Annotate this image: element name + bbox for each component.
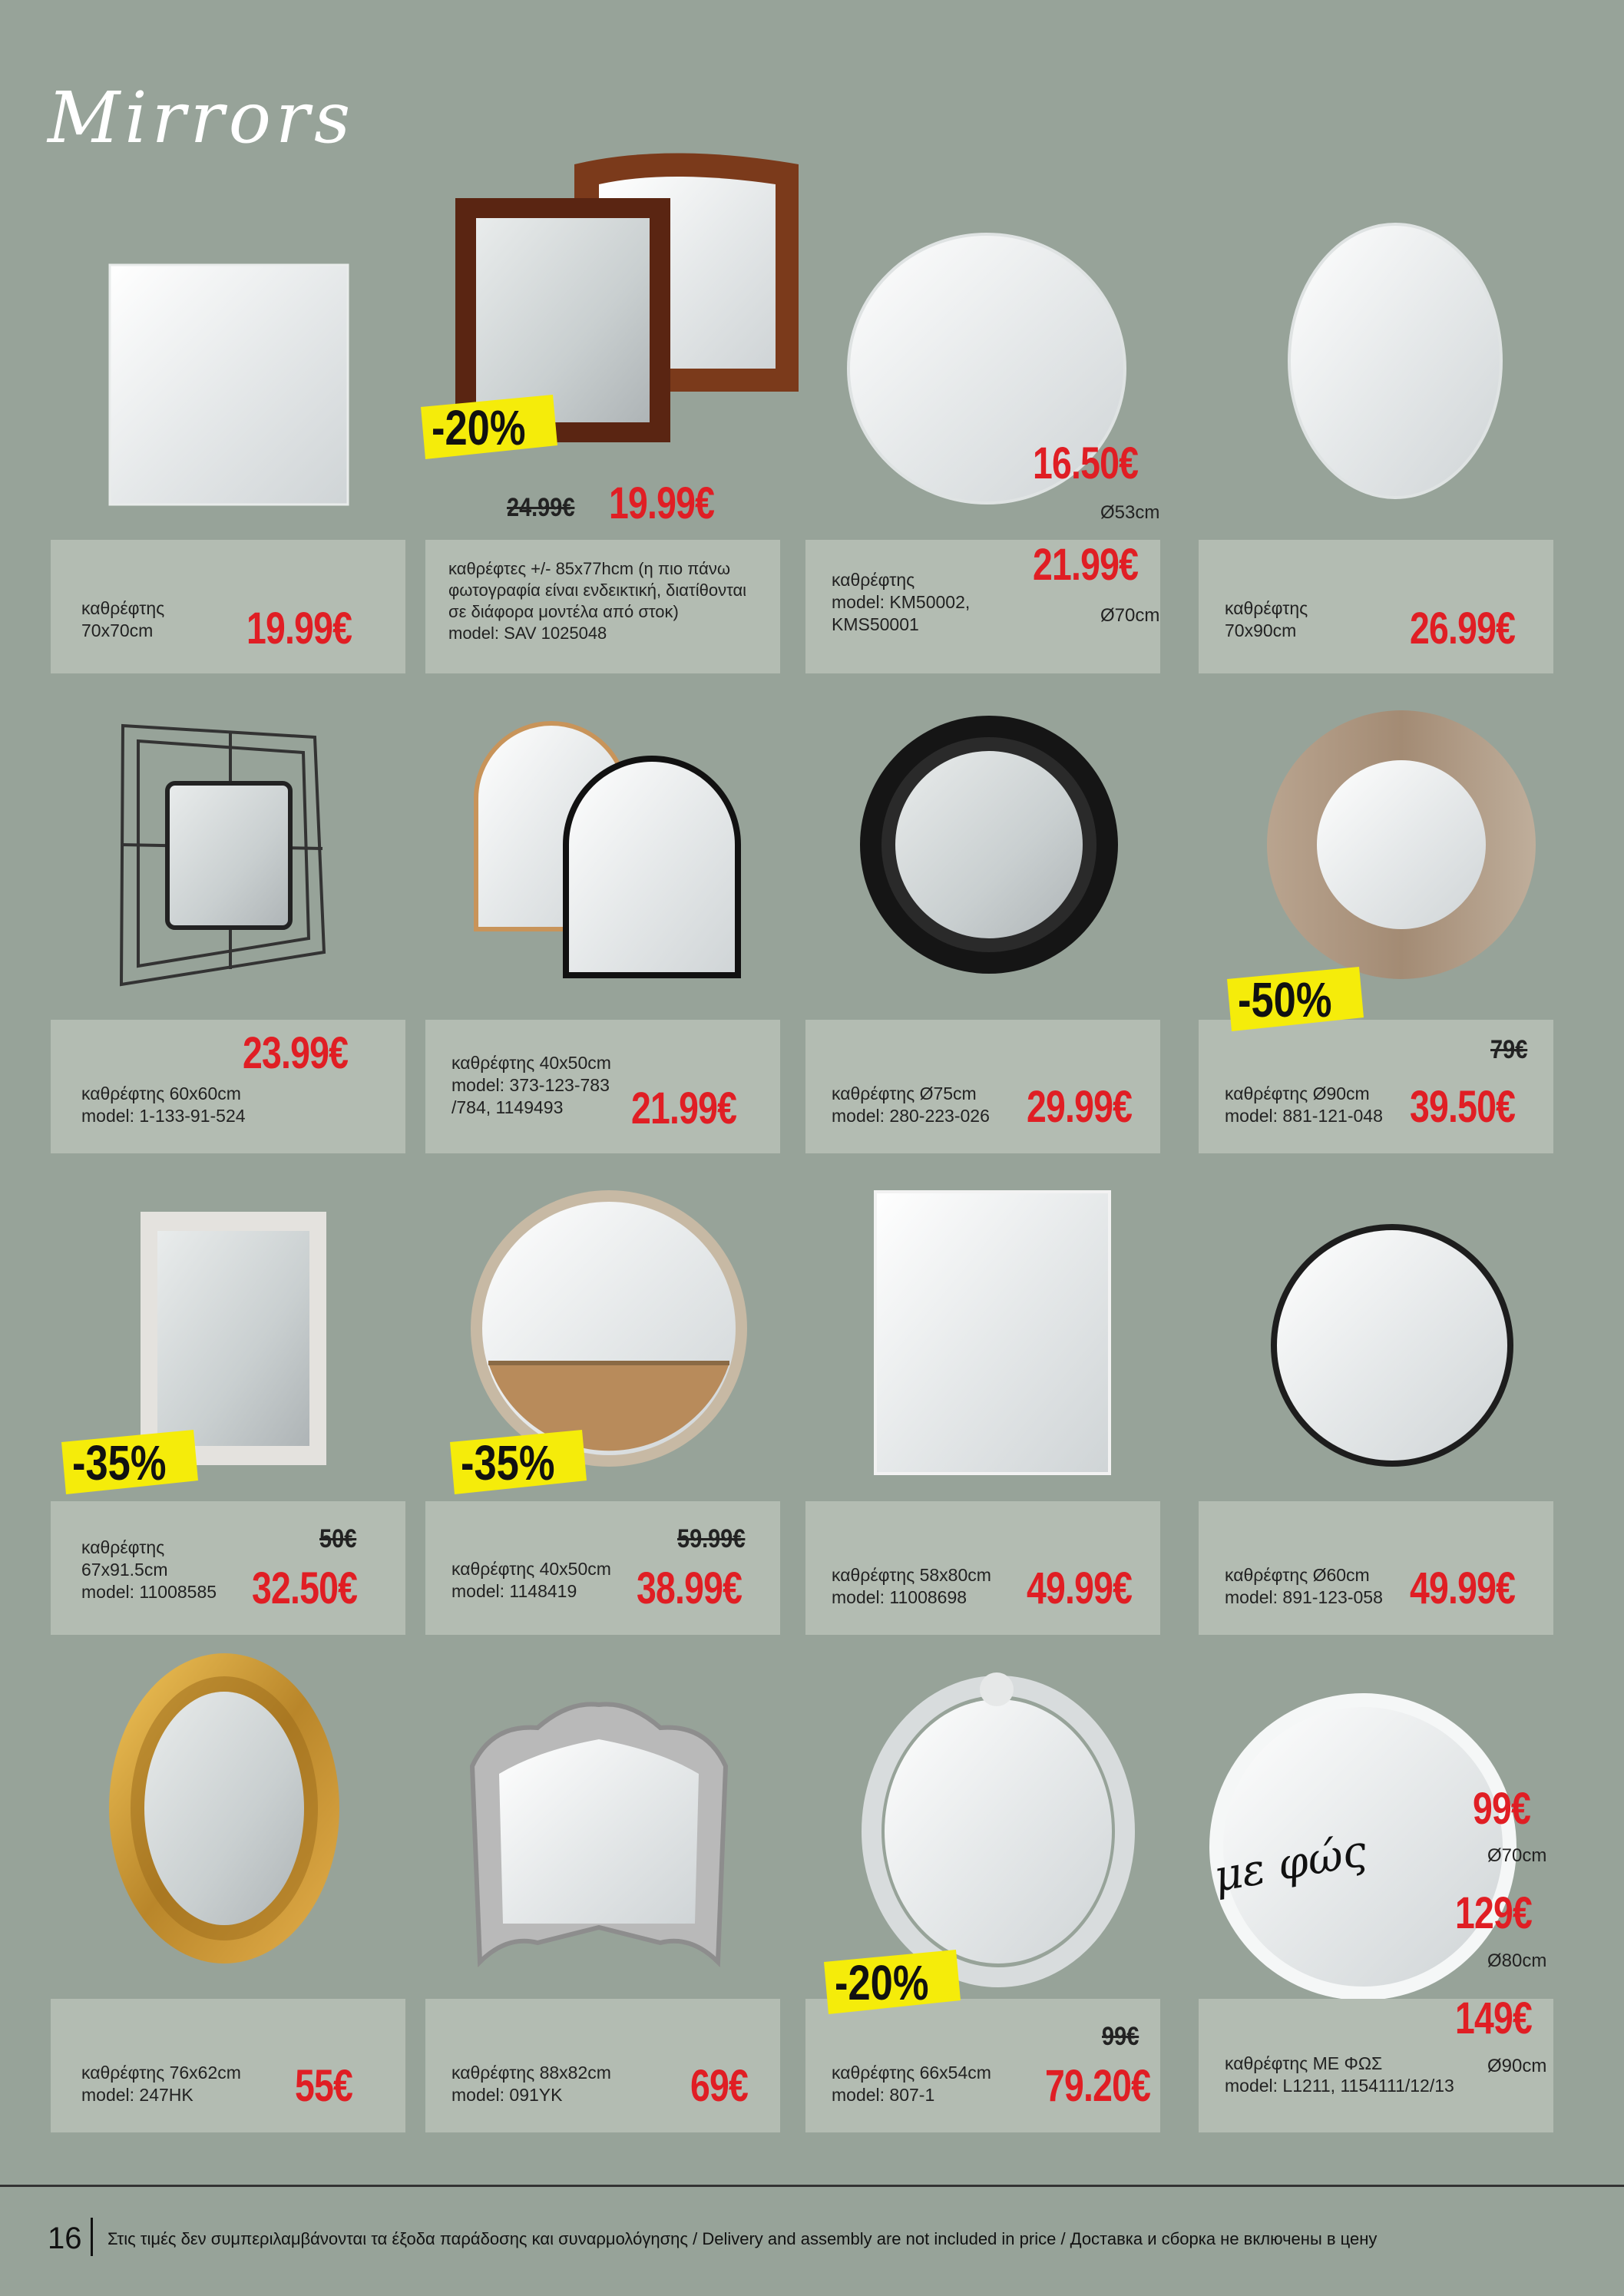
mirror-image-1: [110, 265, 348, 505]
product-card-1[interactable]: [51, 540, 405, 673]
footer-disclaimer: Στις τιμές δεν συμπεριλαμβάνονται τα έξοδα παράδοσης και συναρμολόγησης / Delivery and assembly are not included in price / Доставка и сборка не включены в цену: [107, 2229, 1378, 2248]
product-price-70cm: 21.99€: [1033, 540, 1139, 590]
discount-badge: [55, 1427, 201, 1497]
discount-badge: [818, 1947, 964, 2017]
mirror-image-14: [472, 1704, 726, 1962]
product-price: 49.99€: [1410, 1563, 1516, 1613]
old-price: 50€: [319, 1524, 357, 1553]
product-price: 39.50€: [1410, 1082, 1516, 1132]
product-price: 49.99€: [1027, 1563, 1133, 1613]
product-price-90cm: 149€: [1455, 1993, 1533, 2043]
product-price: 55€: [295, 2061, 353, 2111]
dimension-53cm: Ø53cm: [1100, 502, 1160, 523]
discount-value: -35%: [461, 1435, 555, 1490]
product-price: 19.99€: [609, 478, 715, 528]
page-number: 16: [48, 2222, 82, 2255]
product-price: 29.99€: [1027, 1082, 1133, 1132]
product-price: 32.50€: [252, 1563, 358, 1613]
product-card-7[interactable]: [805, 1020, 1160, 1153]
product-card-2[interactable]: [425, 540, 780, 673]
product-price: 79.20€: [1045, 2061, 1151, 2111]
product-card-12[interactable]: [1199, 1501, 1553, 1635]
product-label: καθρέφτης 58x80cm model: 11008698: [832, 1565, 991, 1607]
product-label: καθρέφτης Ø75cm model: 280-223-026: [832, 1083, 990, 1126]
product-price: 69€: [690, 2061, 749, 2111]
product-card-14[interactable]: [425, 1999, 780, 2132]
dimension-70cm: Ø70cm: [1487, 1845, 1547, 1866]
product-card-5[interactable]: [51, 1020, 405, 1153]
dimension-70cm: Ø70cm: [1100, 605, 1160, 626]
discount-value: -50%: [1238, 972, 1332, 1027]
product-price: 21.99€: [631, 1083, 737, 1133]
with-light-script: με φώς: [1209, 1826, 1371, 1902]
page-title: Mirrors: [48, 77, 356, 159]
product-label: καθρέφτης Ø60cm model: 891-123-058: [1225, 1565, 1383, 1607]
product-label: καθρέφτης 40x50cm model: 373-123-783 /784, 1149493: [451, 1053, 611, 1117]
product-card-8[interactable]: [1199, 1020, 1553, 1153]
product-price-53cm: 16.50€: [1033, 438, 1139, 488]
product-price: 38.99€: [637, 1563, 743, 1613]
old-price: 59.99€: [677, 1524, 746, 1553]
mirror-image-10: [471, 1190, 747, 1467]
mirror-image-11: [875, 1192, 1110, 1474]
product-label: καθρέφτης 60x60cm model: 1-133-91-524: [81, 1083, 246, 1126]
discount-value: -20%: [432, 400, 526, 455]
mirror-image-5: [121, 726, 324, 984]
discount-badge: [444, 1427, 590, 1497]
old-price: 24.99€: [507, 493, 575, 522]
dimension-90cm: Ø90cm: [1487, 2056, 1547, 2076]
product-label: καθρέφτης model: KM50002, KMS50001: [832, 570, 971, 634]
product-price-80cm: 129€: [1455, 1888, 1533, 1938]
footer-separator: [91, 2218, 93, 2256]
old-price: 79€: [1490, 1035, 1528, 1064]
discount-badge: [1221, 964, 1367, 1034]
discount-value: -35%: [72, 1435, 167, 1490]
product-price: 23.99€: [243, 1028, 349, 1078]
product-price: 26.99€: [1410, 604, 1516, 653]
mirror-image-7: [860, 716, 1118, 974]
product-label: καθρέφτης 67x91.5cm model: 11008585: [81, 1537, 217, 1602]
product-card-11[interactable]: [805, 1501, 1160, 1635]
mirror-image-6: [476, 723, 738, 975]
product-card-4[interactable]: [1199, 540, 1553, 673]
product-price: 19.99€: [246, 604, 352, 653]
mirror-image-12: [1271, 1224, 1513, 1467]
discount-badge: [415, 392, 561, 462]
discount-value: -20%: [835, 1955, 929, 2010]
product-price-70cm: 99€: [1473, 1784, 1531, 1834]
product-label: καθρέφτης 76x62cm model: 247HK: [81, 2063, 241, 2105]
mirror-image-13: [109, 1653, 339, 1964]
product-card-13[interactable]: [51, 1999, 405, 2132]
product-label: καθρέφτης 70x70cm: [81, 598, 165, 640]
product-label: καθρέφτες +/- 85x77hcm (η πιο πάνω φωτογραφία είναι ενδεικτική, διατίθονται σε διάφορα μοντέλα από στοκ) model: SAV 1025048: [448, 559, 747, 643]
product-label: καθρέφτης 88x82cm model: 091YK: [451, 2063, 611, 2105]
dimension-80cm: Ø80cm: [1487, 1950, 1547, 1971]
old-price: 99€: [1102, 2022, 1139, 2051]
mirror-image-4: [1289, 224, 1501, 498]
product-card-15[interactable]: [805, 1999, 1160, 2132]
product-label: καθρέφτης 40x50cm model: 1148419: [451, 1559, 611, 1601]
product-label: καθρέφτης 66x54cm model: 807-1: [832, 2063, 991, 2105]
product-label: καθρέφτης ΜΕ ΦΩΣ model: L1211, 1154111/12/13: [1225, 2053, 1454, 2096]
product-card-6[interactable]: [425, 1020, 780, 1153]
mirror-image-8: [1267, 710, 1536, 979]
product-label: καθρέφτης Ø90cm model: 881-121-048: [1225, 1083, 1383, 1126]
footer-divider: [0, 2185, 1624, 2187]
product-card-9[interactable]: [51, 1501, 405, 1635]
product-label: καθρέφτης 70x90cm: [1225, 598, 1308, 640]
product-card-10[interactable]: [425, 1501, 780, 1635]
mirror-image-15: [872, 1672, 1125, 1977]
